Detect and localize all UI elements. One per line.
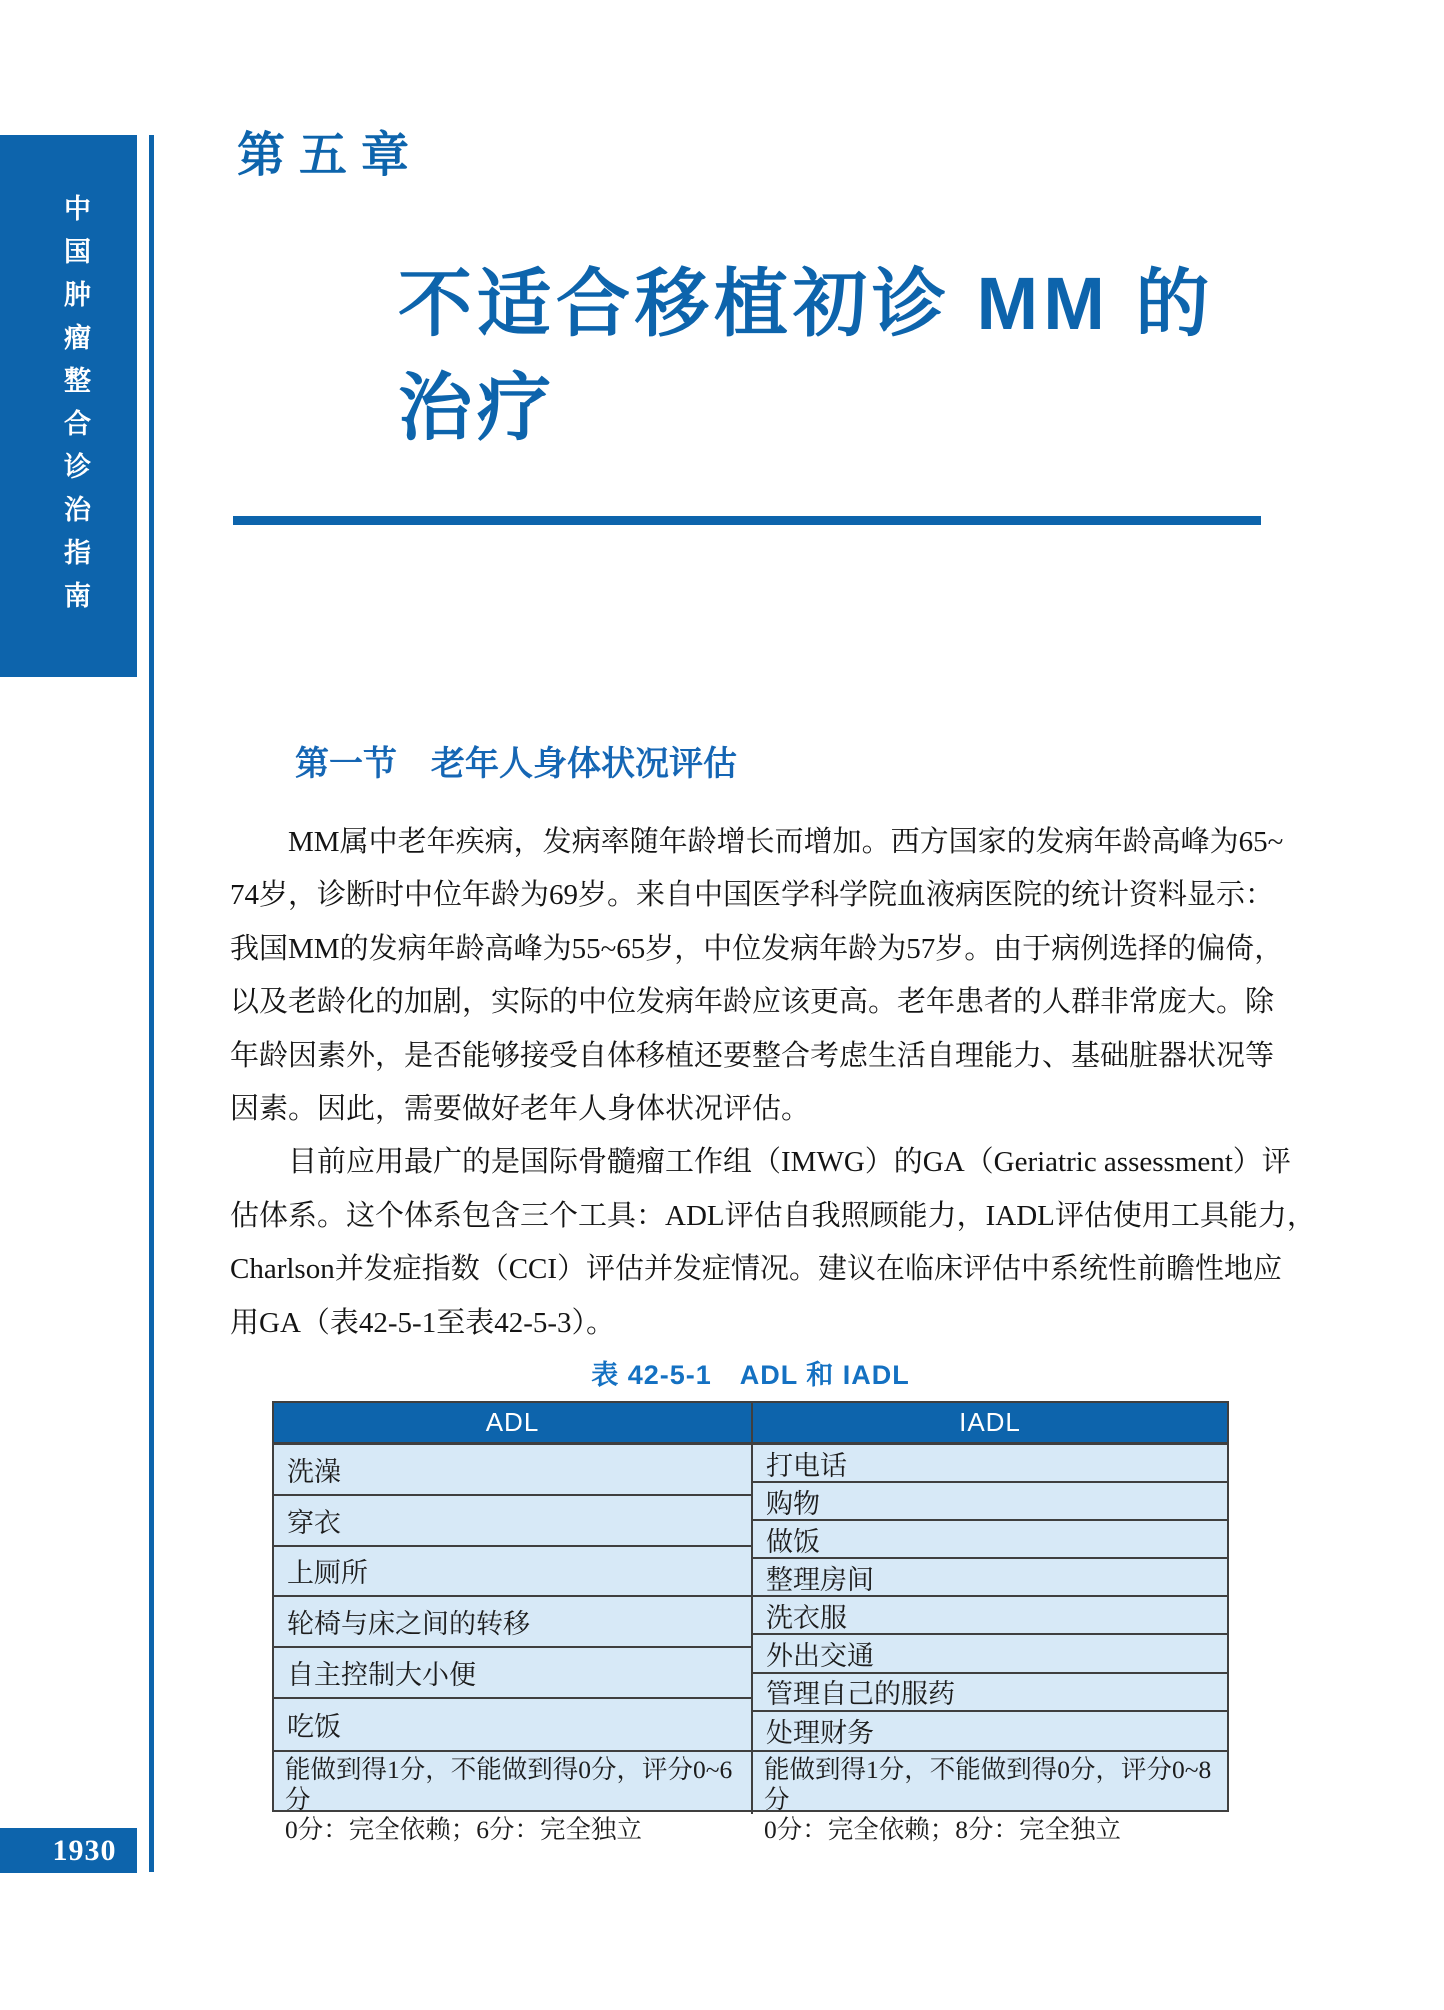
page-number-badge <box>0 1828 137 1873</box>
body-paragraph <box>230 1136 1316 1350</box>
table-row: 上厕所 <box>274 1547 751 1598</box>
scoring-line: 0分：完全依赖；6分：完全独立 <box>285 1815 643 1844</box>
paragraph-line: 目前应用最广的是国际骨髓瘤工作组（IMWG）的GA（Geriatric assessment）评 <box>288 1146 1291 1179</box>
body-text <box>230 816 1316 1350</box>
table-row: 打电话 <box>753 1445 1227 1483</box>
iadl-column <box>753 1445 1227 1750</box>
spine-char: 南 <box>64 581 91 611</box>
paragraph-line: MM属中老年疾病，发病率随年龄增长而增加。西方国家的发病年龄高峰为65~ <box>288 826 1284 858</box>
header-cell-iadl: IADL <box>753 1403 1227 1442</box>
table-body <box>274 1445 1227 1750</box>
spine-char: 治 <box>64 495 91 525</box>
body-paragraph <box>230 816 1284 1136</box>
table-row: 处理财务 <box>766 1718 874 1749</box>
spine-char: 中 <box>64 194 91 224</box>
table-scoring-row <box>274 1750 1227 1844</box>
page-number: 1930 <box>52 1833 117 1867</box>
table-row: 洗澡 <box>274 1445 751 1496</box>
table-row: 自主控制大小便 <box>274 1648 751 1699</box>
adl-iadl-table <box>272 1401 1229 1844</box>
table-row: 轮椅与床之间的转移 <box>274 1597 751 1648</box>
adl-column <box>274 1445 753 1750</box>
table-row: 整理房间 <box>753 1559 1227 1597</box>
title-rule <box>233 516 1261 525</box>
table-row: 吃饭 <box>287 1711 341 1742</box>
table-header-row <box>274 1403 1227 1445</box>
paragraph-line: 用GA（表42-5-1至表42-5-3）。 <box>230 1306 616 1339</box>
table-row: 外出交通 <box>753 1635 1227 1673</box>
spine-char: 指 <box>64 538 91 568</box>
chapter-label: 第五章 <box>237 129 424 182</box>
sidebar-spine <box>0 135 137 677</box>
paragraph-line: 估体系。这个体系包含三个工具：ADL评估自我照顾能力，IADL评估使用工具能力， <box>230 1199 1316 1232</box>
header-cell-adl: ADL <box>274 1403 753 1442</box>
chapter-title-line: 治疗 <box>398 366 556 449</box>
spine-char: 肿 <box>64 280 91 310</box>
paragraph-line: 我国MM的发病年龄高峰为55~65岁，中位发病年龄为57岁。由于病例选择的偏倚， <box>230 932 1284 965</box>
scoring-line: 0分：完全依赖；8分：完全独立 <box>764 1815 1122 1844</box>
scoring-line: 能做到得1分，不能做到得0分，评分0~8分 <box>764 1755 1212 1814</box>
paragraph-line: 年龄因素外，是否能够接受自体移植还要整合考虑生活自理能力、基础脏器状况等 <box>230 1039 1275 1072</box>
section-heading: 第一节 老年人身体状况评估 <box>295 746 737 783</box>
spine-char: 整 <box>64 366 91 396</box>
paragraph-line: 以及老龄化的加剧，实际的中位发病年龄应该更高。老年患者的人群非常庞大。除 <box>230 986 1275 1019</box>
table-caption: 表 42-5-1 ADL 和 IADL <box>591 1360 910 1390</box>
paragraph-line: 74岁，诊断时中位年龄为69岁。来自中国医学科学院血液病医院的统计资料显示： <box>230 879 1275 912</box>
scoring-line: 能做到得1分，不能做到得0分，评分0~6分 <box>285 1755 733 1814</box>
spine-divider-line <box>149 135 154 1872</box>
spine-char: 国 <box>64 237 91 267</box>
table-row: 做饭 <box>753 1521 1227 1559</box>
spine-char: 合 <box>64 409 91 439</box>
paragraph-line: 因素。因此，需要做好老年人身体状况评估。 <box>230 1093 811 1126</box>
table-row: 购物 <box>753 1483 1227 1521</box>
spine-char: 瘤 <box>64 323 91 353</box>
chapter-title-line: 不适合移植初诊 MM 的 <box>398 262 1215 345</box>
paragraph-line: Charlson并发症指数（CCI）评估并发症情况。建议在临床评估中系统性前瞻性地应 <box>230 1253 1283 1286</box>
chapter-title <box>398 252 1214 460</box>
scoring-cell-iadl <box>753 1752 1227 1844</box>
scoring-cell-adl <box>274 1752 753 1844</box>
table-row: 管理自己的服药 <box>753 1674 1227 1712</box>
spine-char: 诊 <box>64 452 91 482</box>
table-row: 洗衣服 <box>753 1597 1227 1635</box>
table-row: 穿衣 <box>274 1496 751 1547</box>
